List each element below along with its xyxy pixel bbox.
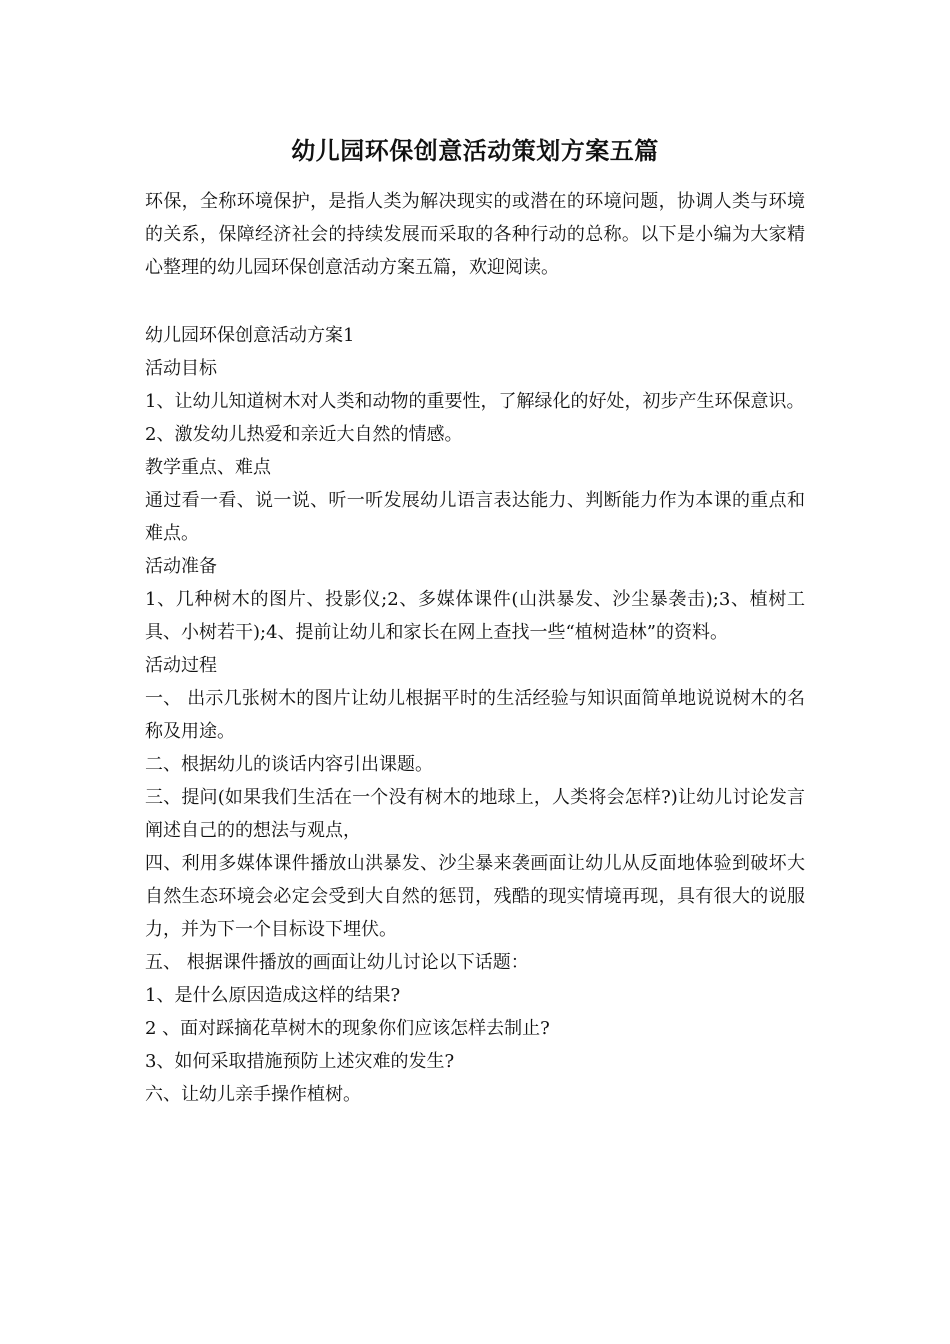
heading-key-points: 教学重点、难点 [145,457,271,478]
discussion-question-3: 3、如何采取措施预防上述灾难的发生? [145,1051,455,1072]
process-step-1: 一、 出示几张树木的图片让幼儿根据平时的生活经验与知识面简单地说说树木的名称及用途。 [145,688,805,742]
process-step-3: 三、提问(如果我们生活在一个没有树木的地球上，人类将会怎样?)让幼儿讨论发言阐述自己的的想法与观点， [145,787,805,841]
heading-process: 活动过程 [145,655,217,676]
heading-preparation: 活动准备 [145,556,217,577]
process-step-2: 二、根据幼儿的谈话内容引出课题。 [145,754,433,775]
section-title: 幼儿园环保创意活动方案1 [145,325,355,346]
process-step-6: 六、让幼儿亲手操作植树。 [145,1084,361,1105]
heading-activity-goals: 活动目标 [145,358,217,379]
key-points-text: 通过看一看、说一说、听一听发展幼儿语言表达能力、判断能力作为本课的重点和难点。 [145,490,805,544]
process-step-4: 四、利用多媒体课件播放山洪暴发、沙尘暴来袭画面让幼儿从反面地体验到破坏大自然生态环境会必定会受到大自然的惩罚，残酷的现实情境再现，具有很大的说服力，并为下一个目标设下埋伏。 [145,853,805,940]
document-title: 幼儿园环保创意活动策划方案五篇 [291,136,659,165]
document-body [145,185,805,1111]
discussion-question-2: 2 、面对踩摘花草树木的现象你们应该怎样去制止? [145,1018,550,1039]
goal-item-1: 1、让幼儿知道树木对人类和动物的重要性，了解绿化的好处，初步产生环保意识。 [145,391,805,412]
section-gap [145,284,805,319]
process-step-5: 五、 根据课件播放的画面让幼儿讨论以下话题： [145,952,529,973]
discussion-question-1: 1、是什么原因造成这样的结果? [145,985,401,1006]
intro-paragraph: 环保，全称环境保护，是指人类为解决现实的或潜在的环境问题，协调人类与环境的关系，保障经济社会的持续发展而采取的各种行动的总称。以下是小编为大家精心整理的幼儿园环保创意活动方案五篇，欢迎阅读。 [145,191,805,278]
goal-item-2: 2、激发幼儿热爱和亲近大自然的情感。 [145,424,463,445]
preparation-text: 1、几种树木的图片、投影仪;2、多媒体课件(山洪暴发、沙尘暴袭击);3、植树工具、小树若干);4、提前让幼儿和家长在网上查找一些“植树造林”的资料。 [145,589,805,643]
